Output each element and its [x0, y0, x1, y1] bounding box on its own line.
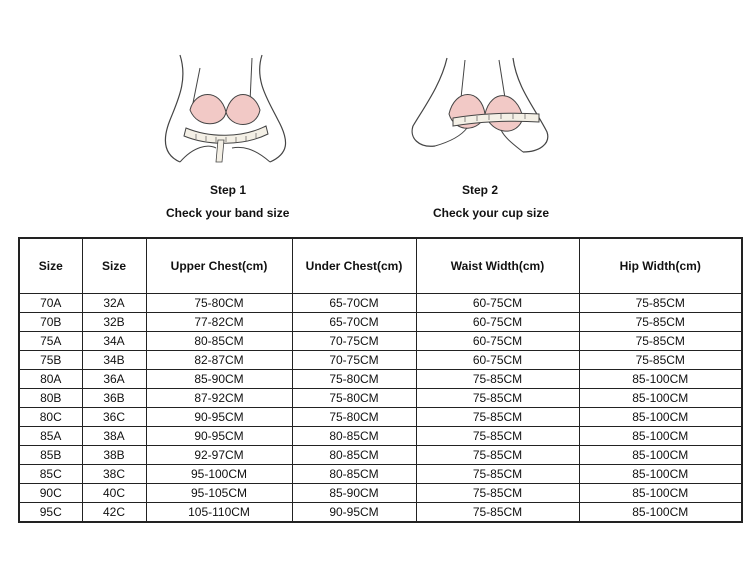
cell-waist-width: 75-85CM — [416, 370, 579, 389]
cell-waist-width: 75-85CM — [416, 465, 579, 484]
cell-under-chest: 65-70CM — [292, 313, 416, 332]
table-row — [19, 408, 742, 427]
header-size-us: Size — [82, 238, 146, 294]
cell-upper-chest: 85-90CM — [146, 370, 292, 389]
cell-size-us: 42C — [82, 503, 146, 523]
cell-under-chest: 80-85CM — [292, 446, 416, 465]
cell-hip-width: 85-100CM — [579, 503, 742, 523]
cell-size-band: 80A — [19, 370, 82, 389]
cell-waist-width: 75-85CM — [416, 446, 579, 465]
header-hip-width: Hip Width(cm) — [579, 238, 742, 294]
table-row — [19, 332, 742, 351]
cell-size-band: 90C — [19, 484, 82, 503]
cell-size-band: 80B — [19, 389, 82, 408]
cell-upper-chest: 90-95CM — [146, 408, 292, 427]
cell-waist-width: 75-85CM — [416, 427, 579, 446]
cell-waist-width: 60-75CM — [416, 351, 579, 370]
cell-hip-width: 85-100CM — [579, 484, 742, 503]
cell-size-band: 85C — [19, 465, 82, 484]
table-row — [19, 446, 742, 465]
cell-hip-width: 85-100CM — [579, 465, 742, 484]
header-upper-chest: Upper Chest(cm) — [146, 238, 292, 294]
cell-size-us: 36A — [82, 370, 146, 389]
cell-hip-width: 75-85CM — [579, 294, 742, 313]
cell-size-us: 32A — [82, 294, 146, 313]
step1-title: Step 1 — [210, 183, 247, 197]
header-waist-width: Waist Width(cm) — [416, 238, 579, 294]
cell-size-us: 38C — [82, 465, 146, 484]
cell-waist-width: 75-85CM — [416, 408, 579, 427]
cell-upper-chest: 90-95CM — [146, 427, 292, 446]
cell-size-band: 80C — [19, 408, 82, 427]
cell-under-chest: 80-85CM — [292, 427, 416, 446]
cell-under-chest: 75-80CM — [292, 408, 416, 427]
cell-hip-width: 85-100CM — [579, 427, 742, 446]
table-row — [19, 294, 742, 313]
cell-waist-width: 60-75CM — [416, 332, 579, 351]
cell-size-band: 95C — [19, 503, 82, 523]
step2-title: Step 2 — [462, 183, 499, 197]
cell-size-band: 85B — [19, 446, 82, 465]
cell-under-chest: 80-85CM — [292, 465, 416, 484]
table-row — [19, 389, 742, 408]
cell-upper-chest: 87-92CM — [146, 389, 292, 408]
cell-size-us: 38B — [82, 446, 146, 465]
cell-hip-width: 85-100CM — [579, 389, 742, 408]
cell-size-band: 85A — [19, 427, 82, 446]
size-chart-table — [18, 237, 743, 523]
table-row — [19, 465, 742, 484]
table-row — [19, 370, 742, 389]
table-row — [19, 427, 742, 446]
cell-hip-width: 85-100CM — [579, 408, 742, 427]
step2-subtitle: Check your cup size — [433, 206, 550, 220]
cell-under-chest: 90-95CM — [292, 503, 416, 523]
cell-upper-chest: 82-87CM — [146, 351, 292, 370]
cell-size-band: 70A — [19, 294, 82, 313]
cell-upper-chest: 75-80CM — [146, 294, 292, 313]
cell-under-chest: 70-75CM — [292, 332, 416, 351]
table-row — [19, 503, 742, 523]
cell-hip-width: 75-85CM — [579, 332, 742, 351]
cell-upper-chest: 77-82CM — [146, 313, 292, 332]
cell-under-chest: 85-90CM — [292, 484, 416, 503]
cell-size-us: 34B — [82, 351, 146, 370]
cell-hip-width: 85-100CM — [579, 370, 742, 389]
cell-upper-chest: 80-85CM — [146, 332, 292, 351]
header-size-band: Size — [19, 238, 82, 294]
cell-waist-width: 60-75CM — [416, 294, 579, 313]
cell-size-band: 75A — [19, 332, 82, 351]
cup-size-illustration — [405, 48, 565, 168]
cell-under-chest: 75-80CM — [292, 370, 416, 389]
cell-waist-width: 75-85CM — [416, 484, 579, 503]
cell-under-chest: 75-80CM — [292, 389, 416, 408]
cell-upper-chest: 95-105CM — [146, 484, 292, 503]
cell-size-us: 40C — [82, 484, 146, 503]
cell-under-chest: 70-75CM — [292, 351, 416, 370]
header-under-chest: Under Chest(cm) — [292, 238, 416, 294]
cell-size-us: 36B — [82, 389, 146, 408]
table-row — [19, 313, 742, 332]
cell-upper-chest: 92-97CM — [146, 446, 292, 465]
cell-under-chest: 65-70CM — [292, 294, 416, 313]
cell-waist-width: 75-85CM — [416, 503, 579, 523]
cell-upper-chest: 105-110CM — [146, 503, 292, 523]
cell-size-us: 32B — [82, 313, 146, 332]
table-row — [19, 351, 742, 370]
table-header-row — [19, 238, 742, 294]
cell-size-us: 36C — [82, 408, 146, 427]
cell-waist-width: 60-75CM — [416, 313, 579, 332]
step1-subtitle: Check your band size — [166, 206, 290, 220]
cell-size-us: 38A — [82, 427, 146, 446]
cell-hip-width: 75-85CM — [579, 351, 742, 370]
cell-size-us: 34A — [82, 332, 146, 351]
cell-waist-width: 75-85CM — [416, 389, 579, 408]
cell-size-band: 75B — [19, 351, 82, 370]
table-row — [19, 484, 742, 503]
table-body — [19, 294, 742, 523]
cell-hip-width: 75-85CM — [579, 313, 742, 332]
cell-upper-chest: 95-100CM — [146, 465, 292, 484]
cell-size-band: 70B — [19, 313, 82, 332]
cell-hip-width: 85-100CM — [579, 446, 742, 465]
band-size-illustration — [150, 50, 310, 170]
